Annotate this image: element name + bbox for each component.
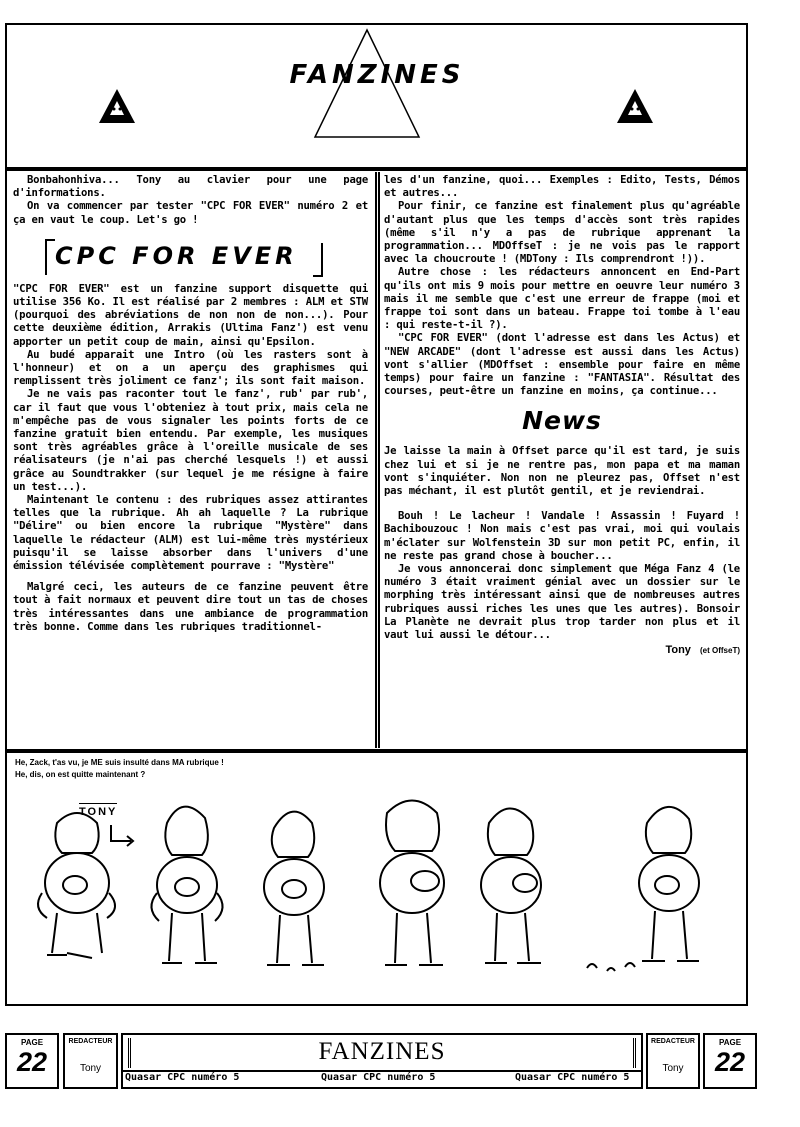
right-paragraph-3: Autre chose : les rédacteurs annoncent en End-Part qu'ils ont mis 9 mois pour mettre en oeuvre leur numéro 3 mais il me semble que c'est une erreur de frappe (moi et frappe toi sont dans un bateau. Frappe toi tombe à l'eau : qui reste-t-il ?). [384, 266, 740, 332]
left-paragraph-4: Maintenant le contenu : des rubriques assez attirantes telles que la rubrique. Ah ah laquelle ? La rubrique "Délire" ou bien encore la rubrique "Mystère" dans laquelle le rédacteur (ALM) est lui-même très mystérieux puisqu'il se laisse absorber dans l'univers d'une émission télévisée complètement pourrave : "Mystère" [13, 494, 368, 573]
left-column [13, 174, 368, 634]
triangle-logo-left-icon [97, 87, 137, 125]
intro-paragraph-1: Bonbahonhiva... Tony au clavier pour une page d'informations. [13, 174, 368, 200]
footer-title: FANZINES [318, 1038, 446, 1065]
left-paragraph-2: Au budé apparait une Intro (où les rasters sont à l'honneur) et on a un aperçu des graphismes qui remplissent très joliment ce fanz'; ils sont fait maison. [13, 348, 368, 388]
signature-line [384, 644, 740, 656]
comic-dialogue-1: He, Zack, t'as vu, je ME suis insulté dans MA rubrique ! [15, 758, 224, 767]
column-divider [375, 172, 380, 748]
intro-paragraph-2: On va commencer par tester "CPC FOR EVER" numéro 2 et ça en vaut le coup. Let's go ! [13, 200, 368, 226]
issue-text-3: Quasar CPC numéro 5 [515, 1072, 630, 1083]
news-paragraph-1: Je laisse la main à Offset parce qu'il est tard, je suis chez lui et si je ne rentre pas, mon papa et ma maman vont s'inquiéter. Non non ne pleurez pas, Offset n'est pas méchant, il est plutôt gentil, et je reviendrai. [384, 445, 740, 498]
issue-text-1: Quasar CPC numéro 5 [125, 1072, 240, 1083]
right-paragraph-4: "CPC FOR EVER" (dont l'adresse est dans les Actus) et "NEW ARCADE" (dont l'adresse est aussi dans les Actus) vont s'allier (MDOffset : ensemble pour faire en même temps) pour faire un fanzine : "FANTASIA". Résultat des courses, peut-être un fanzine en moins, ça continue... [384, 332, 740, 398]
redacteur-name-right: Tony [662, 1063, 684, 1074]
comic-box [5, 751, 748, 1006]
right-paragraph-1: les d'un fanzine, quoi... Exemples : Edito, Tests, Démos et autres... [384, 174, 740, 200]
header-box [5, 23, 748, 169]
right-paragraph-2: Pour finir, ce fanzine est finalement plus qu'agréable d'autant plus que les temps d'accès sont très rapides (même s'il n'y a pas de rubrique apprenant la programmation... MDOffseT : je ne vois pas le rapport avec la choucroute ! (MDTony : Ils comprendront !)). [384, 200, 740, 266]
footer-redacteur-right: REDACTEUR Tony [646, 1033, 700, 1089]
news-paragraph-3: Je vous annoncerai donc simplement que Méga Fanz 4 (le numéro 3 était vraiment génial avec un dossier sur le morphing très intéressant ainsi que de nombreuses autres rubriques aussi riches les unes que les autres). Bonsoir La Planète ne devrait plus trop tarder non plus et il vaut lui aussi le détour... [384, 563, 740, 642]
footer-page-left: PAGE 22 [5, 1033, 59, 1089]
comic-dialogue-2: He, dis, on est quitte maintenant ? [15, 770, 146, 779]
footer-page-right: PAGE 22 [703, 1033, 757, 1089]
section-title-box [45, 239, 368, 275]
right-column [384, 174, 740, 656]
comic-characters-icon [7, 783, 746, 1005]
news-paragraph-2: Bouh ! Le lacheur ! Vandale ! Assassin ! Fuyard ! Bachibouzouc ! Non mais c'est pas vrai, moi qui voulais m'éclater sur Wolfenstein 3D sur mon petit PC, enfin, il ne reste pas grand chose à boucher... [384, 510, 740, 562]
footer-center [121, 1033, 643, 1089]
footer-redacteur-left: REDACTEUR Tony [63, 1033, 118, 1089]
header-title: FANZINES [289, 60, 465, 90]
left-paragraph-3: Je ne vais pas raconter tout le fanz', rub' par rub', car il faut que vous l'obteniez à tout prix, mais cela ne m'empêche pas de vous signaler les points forts de ce fanzine gratuit bien entendu. Par exemple, les musiques sont très agréables grâce à l'oreille musicale de ses réalisateurs (je n'ai pas cherché lesquels !) et aussi grâce au Soundtrakker (sur lequel je me résigne à faire un test...). [13, 388, 368, 493]
page-number-right: 22 [714, 1047, 746, 1077]
issue-text-2: Quasar CPC numéro 5 [321, 1072, 436, 1083]
section-title: CPC FOR EVER [55, 241, 298, 270]
news-title: News [522, 406, 602, 436]
triangle-logo-right-icon [615, 87, 655, 125]
redacteur-name-left: Tony [79, 1063, 102, 1074]
comic-label: TONY [79, 803, 117, 818]
signature-note: (et OffseT) [700, 646, 740, 656]
left-paragraph-1: "CPC FOR EVER" est un fanzine support disquette qui utilise 356 Ko. Il est réalisé par 2 membres : ALM et STW (pourquoi des abréviations de non non de non...). Pour cette deuxième édition, Arrakis (Ultima Fanz') est venu apporter un petit coup de main, ainsi qu'Epsilon. [13, 282, 368, 348]
signature: Tony [665, 644, 691, 657]
page-number-left: 22 [16, 1047, 48, 1077]
footer-title-box [128, 1038, 636, 1068]
left-paragraph-5: Malgré ceci, les auteurs de ce fanzine peuvent être tout à fait normaux et peuvent dire tout un tas de choses très intéressantes dans une ambiance de programmation très bonne. Comme dans les rubriques traditionnel- [13, 581, 368, 633]
